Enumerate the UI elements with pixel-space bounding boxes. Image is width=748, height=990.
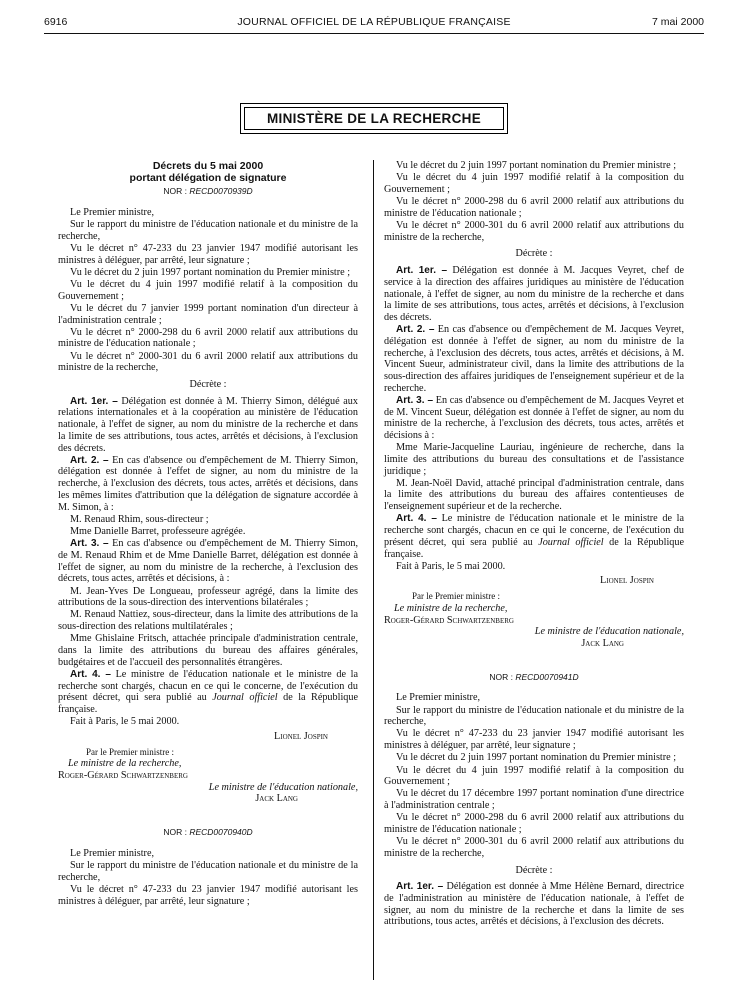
delegate-entry: Mme Ghislaine Fritsch, attachée principale d'administration centrale, dans la limite des attributions du bureau des affaires générales, budgétaires et de l'accueil des personnalités étrangères. <box>58 633 358 668</box>
issue-date: 7 mai 2000 <box>652 16 704 28</box>
decrete-heading: Décrète : <box>189 379 227 391</box>
minister-research-name: Roger-Gérard Schwartzenberg <box>58 770 188 782</box>
article-text: En cas d'absence ou d'empêchement de M. Thierry Simon, délégation est donnée à l'effet de signer, au nom du ministre de la recherche, à l'exclusion des décrets, tous actes, arrêtés et décisions, dans les mêmes limites d'attribution que la délégation de signature accordée à M. Simon, à : <box>58 454 358 513</box>
visa-paragraph: Vu le décret du 4 juin 1997 modifié relatif à la composition du Gouvernement ; <box>384 172 684 195</box>
nor-code: RECD0070941D <box>515 671 579 682</box>
article-2 <box>384 324 684 394</box>
article-label: Art. 2. – <box>70 454 109 466</box>
article-text: Délégation est donnée à M. Thierry Simon, délégué aux relations internationales et à la coopération au ministère de l'éducation nationale, à l'effet de signer, au nom du ministre de la recherche et dans la limite de ses attributions, tous actes, arrêtés et décisions, à l'exclusion des décrets. <box>58 395 358 454</box>
article-3-list <box>58 586 358 669</box>
article-2-list <box>58 514 358 538</box>
visa-paragraph: Vu le décret n° 2000-301 du 6 avril 2000 relatif aux attributions du ministre de la recherche, <box>58 350 358 374</box>
delegate-entry: M. Jean-Noël David, attaché principal d'administration centrale, dans la limite des attributions du bureau des affaires contentieuses de l'enseignement supérieur et de la recherche. <box>384 477 684 513</box>
article-label: Art. 1er. – <box>396 265 448 277</box>
nor-code: RECD0070939D <box>189 186 253 196</box>
visa-paragraph: Vu le décret n° 2000-298 du 6 avril 2000 relatif aux attributions du ministre de l'éducation nationale ; <box>58 326 358 350</box>
nor-label: NOR : <box>163 827 187 838</box>
nor-reference-3 <box>384 672 684 684</box>
visa-paragraph: Vu le décret n° 2000-298 du 6 avril 2000 relatif aux attributions du ministre de l'éducation nationale ; <box>384 812 684 836</box>
visa-paragraph: Vu le décret n° 2000-298 du 6 avril 2000 relatif aux attributions du ministre de l'éducation nationale ; <box>384 196 684 219</box>
visa-paragraph: Vu le décret du 2 juin 1997 portant nomination du Premier ministre ; <box>396 752 677 764</box>
article-1 <box>384 881 684 928</box>
article-label: Art. 1er. – <box>70 395 118 407</box>
journal-officiel-ref: Journal officiel <box>212 692 278 704</box>
minister-research-title: Le ministre de la recherche, <box>68 758 182 770</box>
article-text: En cas d'absence ou d'empêchement de M. Jacques Veyret, délégation est donnée à l'effet de signer, au nom du ministre de la recherche, à l'exclusion des décrets, tous actes, arrêtés et décisions, à M. Vincent Sueur, administrateur civil, dans la limite des attributions de la sous-direction des affaires juridiques de l'enseignement supérieur et de la recherche. <box>384 324 684 394</box>
journal-title: JOURNAL OFFICIEL DE LA RÉPUBLIQUE FRANÇAISE <box>237 16 511 28</box>
delegate-entry: M. Renaud Rhim, sous-directeur ; <box>70 513 209 525</box>
delegate-entry: Mme Danielle Barret, professeure agrégée. <box>70 525 246 537</box>
visa-paragraph: Vu le décret du 4 juin 1997 modifié relatif à la composition du Gouvernement ; <box>58 278 358 302</box>
article-1 <box>384 265 684 324</box>
minister-education-name: Jack Lang <box>255 793 298 805</box>
delegate-entry: Mme Marie-Jacqueline Lauriau, ingénieure de recherche, dans la limite des attributions du bureau des consultations et de l'assistance juridique ; <box>384 442 684 477</box>
article-3 <box>384 395 684 442</box>
visa-paragraph: Vu le décret du 17 décembre 1997 portant nomination d'une directrice à l'administration centrale ; <box>384 788 684 812</box>
minister-education-title: Le ministre de l'éducation nationale, <box>208 781 358 793</box>
visa-paragraph: Vu le décret du 4 juin 1997 modifié relatif à la composition du Gouvernement ; <box>384 764 684 788</box>
ministry-heading <box>0 103 748 134</box>
article-text: En cas d'absence ou d'empêchement de M. Jacques Veyret et de M. Vincent Sueur, délégation est donnée à l'effet de signer, au nom du ministre de la recherche, à l'exclusion des décrets, tous actes, arrêtés et décisions à : <box>384 394 684 441</box>
visa-paragraph: Sur le rapport du ministre de l'éducation nationale et du ministre de la recherche, <box>58 218 358 242</box>
visa-paragraph: Vu le décret n° 2000-301 du 6 avril 2000 relatif aux attributions du ministre de la recherche, <box>384 220 684 243</box>
article-text: Délégation est donnée à Mme Hélène Bernard, directrice de l'administration au ministère de l'éducation nationale, à l'effet de signer, au nom du ministre de la recherche et dans la limite de ses attributions, tous actes, arrêtés et décisions, à l'exclusion des décrets. <box>384 881 684 928</box>
ministry-box <box>240 103 508 134</box>
article-text: Le ministre de l'éducation nationale et le ministre de la recherche sont chargés, chacun en ce qui le concerne, de l'exécution du présent décret, qui sera publié au <box>384 513 684 548</box>
nor-label: NOR : <box>489 671 513 682</box>
article-label: Art. 2. – <box>396 324 435 336</box>
signature-premier-ministre: Lionel Jospin <box>274 730 328 742</box>
decree-title-line2: portant délégation de signature <box>129 172 287 184</box>
visa-paragraph: Sur le rapport du ministre de l'éducation nationale et du ministre de la recherche, <box>58 860 358 883</box>
visas <box>58 207 358 374</box>
decrete-heading: Décrète : <box>515 248 553 260</box>
visa-paragraph: Vu le décret du 7 janvier 1999 portant nomination d'un directeur à l'administration centrale ; <box>58 302 358 326</box>
visa-paragraph: Vu le décret du 2 juin 1997 portant nomination du Premier ministre ; <box>396 160 677 171</box>
visa-paragraph: Vu le décret n° 47-233 du 23 janvier 1947 modifié autorisant les ministres à déléguer, par arrêté, leur signature ; <box>384 728 684 752</box>
visa-paragraph: Le Premier ministre, <box>70 206 155 218</box>
decrete-heading: Décrète : <box>515 864 553 876</box>
visa-paragraph: Vu le décret n° 2000-301 du 6 avril 2000 relatif aux attributions du ministre de la recherche, <box>384 836 684 859</box>
visa-paragraph: Le Premier ministre, <box>70 847 155 859</box>
visa-paragraph: Le Premier ministre, <box>396 692 481 704</box>
ministry-title: MINISTÈRE DE LA RECHERCHE <box>244 107 504 130</box>
header-rule <box>44 33 704 34</box>
column-divider <box>373 160 374 980</box>
article-label: Art. 4. – <box>396 513 437 525</box>
signature-premier-ministre: Lionel Jospin <box>600 575 654 587</box>
minister-research-name: Roger-Gérard Schwartzenberg <box>384 614 514 626</box>
article-text: En cas d'absence ou d'empêchement de M. Thierry Simon, de M. Renaud Rhim et de Mme Danielle Barret, délégation est donnée à l'effet de signer, au nom du ministre de la recherche, à l'exclusion des décrets, tous actes, arrêtés et décisions, à : <box>58 538 358 585</box>
nor-reference <box>58 186 358 198</box>
visas-3 <box>384 692 684 859</box>
article-text-end: de la République française. <box>384 536 684 560</box>
visa-paragraph: Vu le décret n° 47-233 du 23 janvier 1947 modifié autorisant les ministres à déléguer, par arrêté, leur signature ; <box>58 242 358 266</box>
left-column <box>58 160 358 908</box>
article-3 <box>58 538 358 585</box>
visa-paragraph: Vu le décret n° 47-233 du 23 janvier 1947 modifié autorisant les ministres à déléguer, par arrêté, leur signature ; <box>58 883 358 907</box>
decree-title-line1: Décrets du 5 mai 2000 <box>152 160 264 172</box>
decree-title <box>58 160 358 184</box>
article-label: Art. 3. – <box>396 394 434 406</box>
visas-2 <box>58 848 358 908</box>
nor-code: RECD0070940D <box>189 827 253 838</box>
fait-a-paris: Fait à Paris, le 5 mai 2000. <box>70 716 180 728</box>
delegate-entry: M. Jean-Yves De Longueau, professeur agrégé, dans la limite des attributions de la sous-direction des interventions bilatérales ; <box>58 585 358 609</box>
article-text: Délégation est donnée à M. Jacques Veyret, chef de service à la direction des affaires juridiques au ministère de l'éducation nationale, à l'effet de signer, au nom du ministre de la recherche et dans la limite de ses attributions, tous actes, arrêtés et décisions, à l'exclusion des décrets. <box>384 265 684 323</box>
right-column <box>384 160 684 929</box>
nor-label: NOR : <box>163 186 187 196</box>
nor-reference-2 <box>58 827 358 839</box>
visas-continued <box>384 160 684 243</box>
page-number: 6916 <box>44 16 68 28</box>
minister-research-title: Le ministre de la recherche, <box>394 602 508 614</box>
visa-paragraph: Vu le décret du 2 juin 1997 portant nomination du Premier ministre ; <box>70 266 351 278</box>
visa-paragraph: Sur le rapport du ministre de l'éducation nationale et du ministre de la recherche, <box>384 704 684 728</box>
article-text: Le ministre de l'éducation nationale et le ministre de la recherche sont chargés, chacun en ce qui le concerne, de l'exécution du présent décret, qui sera publié au <box>58 668 358 704</box>
article-label: Art. 4. – <box>70 668 111 680</box>
fait-a-paris: Fait à Paris, le 5 mai 2000. <box>396 560 506 572</box>
article-label: Art. 1er. – <box>396 881 444 893</box>
page-header <box>44 14 704 30</box>
par-le-premier-ministre: Par le Premier ministre : <box>86 746 174 757</box>
article-4 <box>58 669 358 716</box>
par-le-premier-ministre: Par le Premier ministre : <box>412 591 500 602</box>
minister-education-name: Jack Lang <box>581 637 624 649</box>
journal-officiel-ref: Journal officiel <box>538 536 604 548</box>
article-4 <box>384 513 684 560</box>
article-text-end: de la République française. <box>58 692 358 716</box>
delegate-entry: M. Renaud Nattiez, sous-directeur, dans la limite des attributions de la sous-direction des relations multilatérales ; <box>58 609 358 633</box>
article-2 <box>58 455 358 514</box>
article-1 <box>58 396 358 455</box>
article-label: Art. 3. – <box>70 538 109 550</box>
minister-education-title: Le ministre de l'éducation nationale, <box>534 626 684 638</box>
article-3-list <box>384 442 684 513</box>
